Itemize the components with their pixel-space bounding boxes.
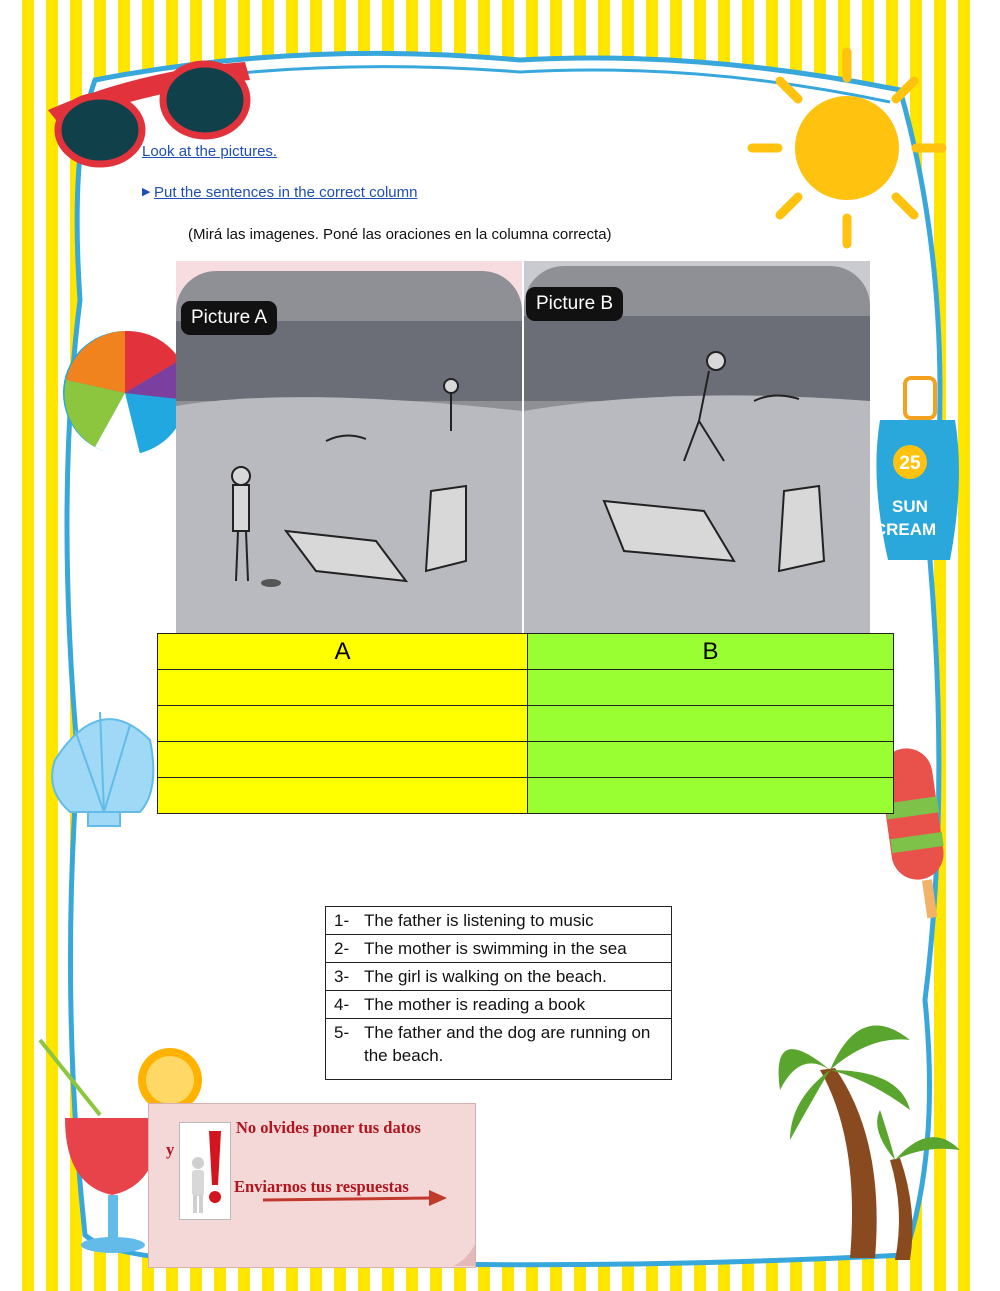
sentence-text[interactable]: The girl is walking on the beach. (356, 963, 672, 991)
bullet-arrow-icon: ▶ (142, 186, 151, 198)
page-curl-icon (453, 1244, 475, 1266)
list-item[interactable] (326, 935, 672, 963)
sentence-number: 1- (326, 907, 357, 935)
picture-b-label: Picture B (526, 287, 623, 321)
table-row (158, 670, 894, 706)
sentence-number: 5- (326, 1019, 357, 1080)
picture-a-label: Picture A (181, 301, 277, 335)
sorting-table (157, 633, 894, 814)
sentence-text[interactable]: The father is listening to music (356, 907, 672, 935)
arrow-right-icon (261, 1188, 451, 1212)
instruction-sort-link[interactable]: Put the sentences in the correct column (154, 184, 418, 201)
drop-cell-a[interactable] (158, 670, 528, 706)
sentence-number: 2- (326, 935, 357, 963)
list-item[interactable] (326, 991, 672, 1019)
drop-cell-a[interactable] (158, 778, 528, 814)
table-row (158, 742, 894, 778)
sentence-text[interactable]: The mother is reading a book (356, 991, 672, 1019)
note-line-1: No olvides poner tus datos (236, 1118, 421, 1137)
column-b-header: B (528, 634, 894, 670)
instruction-look-link[interactable]: Look at the pictures. (142, 143, 278, 160)
reminder-note (148, 1103, 476, 1268)
list-item[interactable] (326, 963, 672, 991)
column-a-header: A (158, 634, 528, 670)
sentence-number: 4- (326, 991, 357, 1019)
drop-cell-b[interactable] (528, 670, 894, 706)
svg-text:25: 25 (899, 453, 921, 474)
drop-cell-b[interactable] (528, 742, 894, 778)
sun-icon (752, 52, 942, 244)
list-item[interactable] (326, 1019, 672, 1080)
drop-cell-b[interactable] (528, 778, 894, 814)
sentences-list (325, 906, 672, 1080)
picture-a (176, 261, 522, 633)
svg-text:CREAM: CREAM (873, 520, 937, 539)
sentence-number: 3- (326, 963, 357, 991)
drop-cell-a[interactable] (158, 742, 528, 778)
note-y: y (166, 1140, 175, 1159)
table-row (158, 778, 894, 814)
exclamation-person-icon (179, 1122, 231, 1220)
picture-b (524, 261, 870, 633)
instruction-spanish: (Mirá las imagenes. Poné las oraciones en la columna correcta) (188, 226, 612, 243)
svg-text:SUN: SUN (892, 497, 928, 516)
sentence-text[interactable]: The mother is swimming in the sea (356, 935, 672, 963)
list-item[interactable] (326, 907, 672, 935)
drop-cell-b[interactable] (528, 706, 894, 742)
table-row (158, 706, 894, 742)
drop-cell-a[interactable] (158, 706, 528, 742)
shell-icon (52, 712, 153, 826)
table-header-row (158, 634, 894, 670)
note-line-2: Enviarnos tus respuestas (234, 1177, 409, 1196)
sentence-text[interactable]: The father and the dog are running on the beach. (356, 1019, 672, 1080)
beach-pictures (176, 261, 870, 633)
